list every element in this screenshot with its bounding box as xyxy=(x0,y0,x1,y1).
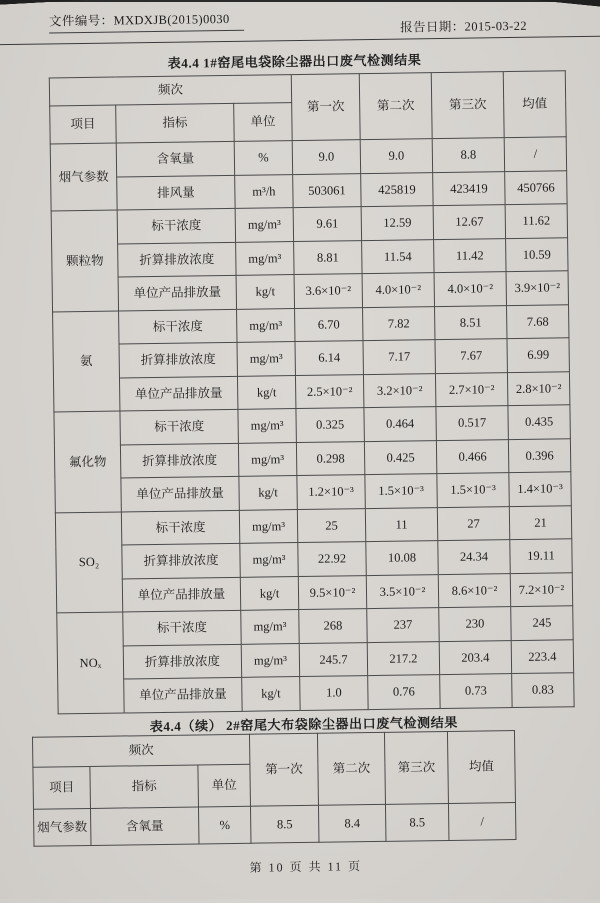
value-cell: 1.2×10⁻³ xyxy=(297,475,365,509)
value-cell: 237 xyxy=(367,608,439,643)
value-cell: 8.81 xyxy=(294,240,362,274)
value-cell: 2.8×10⁻² xyxy=(507,371,569,405)
value-cell: 223.4 xyxy=(511,639,573,673)
header-row-frequency xyxy=(32,731,514,768)
unit-cell: kg/t xyxy=(240,576,298,610)
value-cell: 0.73 xyxy=(440,674,512,709)
value-cell: 11 xyxy=(365,507,437,542)
table-1-title: 表4.4 1#窑尾电袋除尘器出口废气检测结果 xyxy=(167,52,422,71)
run-header-cell: 均值 xyxy=(503,71,566,138)
unit-header-cell: 单位 xyxy=(234,103,293,142)
table-row xyxy=(33,803,515,847)
group-name-cell: 氟化物 xyxy=(54,411,121,512)
indicator-cell: 单位产品排放量 xyxy=(119,376,237,411)
value-cell: 0.435 xyxy=(508,405,570,439)
value-cell: 8.6×10⁻² xyxy=(438,573,510,608)
run-header-cell: 第二次 xyxy=(359,73,432,140)
value-cell: 11.54 xyxy=(362,239,434,274)
item-header-cell: 项目 xyxy=(33,766,91,809)
header-row-frequency xyxy=(49,71,565,106)
run-header-cell: 均值 xyxy=(447,731,515,804)
value-cell: 7.67 xyxy=(435,339,507,374)
value-cell: 1.5×10⁻³ xyxy=(437,473,509,508)
document-number xyxy=(49,9,244,34)
indicator-cell: 折算排放浓度 xyxy=(120,443,238,478)
run-header-cell: 第三次 xyxy=(384,731,448,804)
value-cell: 0.298 xyxy=(296,441,364,475)
value-cell: 25 xyxy=(297,508,365,542)
indicator-header-cell: 指标 xyxy=(90,765,199,809)
group-name-cell: SO₂ xyxy=(55,512,122,613)
test-results-table-2 xyxy=(32,730,517,847)
value-cell: 22.92 xyxy=(298,542,366,576)
unit-cell: % xyxy=(198,806,251,844)
unit-cell: mg/m³ xyxy=(238,442,296,476)
run-header-cell: 第三次 xyxy=(431,72,504,139)
indicator-cell: 单位产品排放量 xyxy=(118,275,236,310)
value-cell: 24.34 xyxy=(438,540,510,575)
unit-cell: kg/t xyxy=(239,476,297,510)
frequency-header-cell: 频次 xyxy=(49,75,291,106)
indicator-cell: 含氧量 xyxy=(90,807,199,846)
value-cell: 450766 xyxy=(505,170,567,204)
indicator-cell: 折算排放浓度 xyxy=(119,342,237,377)
unit-cell: kg/t xyxy=(242,677,300,712)
indicator-cell: 标干浓度 xyxy=(121,510,239,545)
value-cell: 7.17 xyxy=(363,340,435,375)
run-header-cell: 第二次 xyxy=(317,732,385,805)
indicator-cell: 单位产品排放量 xyxy=(122,577,240,612)
group-name-cell: 烟气参数 xyxy=(50,143,117,211)
value-cell: 230 xyxy=(439,607,511,642)
run-header-cell: 第一次 xyxy=(249,733,318,806)
value-cell: 425819 xyxy=(361,172,433,207)
indicator-header-cell: 指标 xyxy=(116,103,235,143)
value-cell: 7.2×10⁻² xyxy=(510,572,572,606)
group-name-cell: 烟气参数 xyxy=(33,808,91,846)
value-cell: 1.0 xyxy=(300,676,368,711)
group-name-cell: NOₓ xyxy=(57,612,124,714)
value-cell: 12.67 xyxy=(433,205,505,240)
value-cell: 4.0×10⁻² xyxy=(362,273,434,308)
value-cell: 10.59 xyxy=(506,237,568,271)
value-cell: 0.466 xyxy=(436,439,508,474)
value-cell: 3.2×10⁻² xyxy=(363,373,435,408)
indicator-cell: 标干浓度 xyxy=(117,208,235,243)
document-number-label: 文件编号： xyxy=(48,13,114,29)
table-row xyxy=(58,673,574,714)
value-cell: 0.76 xyxy=(368,675,440,710)
value-cell: 10.08 xyxy=(366,541,438,576)
value-cell: 0.425 xyxy=(364,440,436,475)
group-name-cell: 颗粒物 xyxy=(51,210,118,311)
group-name-cell: 氨 xyxy=(53,311,120,412)
value-cell: 3.6×10⁻² xyxy=(294,274,362,308)
unit-cell: mg/m³ xyxy=(237,308,295,342)
unit-cell: mg/m³ xyxy=(236,241,294,275)
value-cell: 8.4 xyxy=(318,804,386,842)
report-date-label: 报告日期： xyxy=(400,19,465,35)
unit-cell: mg/m³ xyxy=(239,509,297,543)
value-cell: 503061 xyxy=(293,173,361,207)
scan-corner-artifact-right xyxy=(520,0,600,8)
value-cell: 2.7×10⁻² xyxy=(435,372,507,407)
indicator-cell: 折算排放浓度 xyxy=(118,242,236,277)
value-cell: 0.325 xyxy=(296,408,364,442)
value-cell: 3.9×10⁻² xyxy=(506,271,568,305)
value-cell: 0.464 xyxy=(364,407,436,442)
unit-cell: % xyxy=(234,141,292,175)
value-cell: 6.70 xyxy=(295,307,363,341)
value-cell: 9.61 xyxy=(293,207,361,241)
value-cell: 7.82 xyxy=(363,306,435,341)
value-cell: 203.4 xyxy=(439,640,511,675)
value-cell: 0.83 xyxy=(512,673,574,708)
report-date xyxy=(400,16,527,36)
value-cell: 268 xyxy=(299,609,367,643)
frequency-header-cell: 频次 xyxy=(32,734,249,767)
table-2-title: 表4.4（续） 2#窑尾大布袋除尘器出口废气检测结果 xyxy=(149,714,458,735)
value-cell: 7.68 xyxy=(507,304,569,338)
value-cell: 11.62 xyxy=(505,204,567,238)
indicator-cell: 排风量 xyxy=(117,175,235,210)
value-cell: 9.0 xyxy=(360,139,432,174)
indicator-cell: 含氧量 xyxy=(116,141,234,176)
value-cell: 6.14 xyxy=(295,341,363,375)
value-cell: / xyxy=(448,803,516,841)
indicator-cell: 标干浓度 xyxy=(119,309,237,344)
indicator-cell: 标干浓度 xyxy=(120,409,238,444)
value-cell: 1.4×10⁻³ xyxy=(509,472,571,506)
indicator-cell: 单位产品排放量 xyxy=(124,678,242,713)
value-cell: 21 xyxy=(509,505,571,539)
value-cell: 245.7 xyxy=(299,642,367,676)
value-cell: 6.99 xyxy=(507,338,569,372)
value-cell: 8.5 xyxy=(250,805,319,843)
indicator-cell: 单位产品排放量 xyxy=(121,477,239,512)
value-cell: 9.0 xyxy=(292,140,360,174)
unit-cell: mg/m³ xyxy=(241,643,299,677)
unit-header-cell: 单位 xyxy=(198,764,251,807)
run-header-cell: 第一次 xyxy=(291,74,360,141)
unit-cell: m³/h xyxy=(235,174,293,208)
value-cell: 0.517 xyxy=(436,406,508,441)
value-cell: 12.59 xyxy=(361,206,433,241)
unit-cell: mg/m³ xyxy=(240,543,298,577)
unit-cell: kg/t xyxy=(237,375,295,409)
value-cell: 11.42 xyxy=(434,238,506,273)
unit-cell: mg/m³ xyxy=(241,610,299,644)
value-cell: 4.0×10⁻² xyxy=(434,272,506,307)
indicator-cell: 标干浓度 xyxy=(123,611,241,646)
value-cell: 1.5×10⁻³ xyxy=(365,474,437,509)
header-rule-line xyxy=(0,36,600,46)
test-results-table-1 xyxy=(49,70,575,714)
indicator-cell: 折算排放浓度 xyxy=(122,544,240,579)
value-cell: 8.8 xyxy=(432,138,504,173)
unit-cell: mg/m³ xyxy=(237,342,295,376)
indicator-cell: 折算排放浓度 xyxy=(123,644,241,679)
value-cell: 19.11 xyxy=(510,539,572,573)
document-number-value: MXDXJB(2015)0030 xyxy=(113,11,230,28)
scan-corner-artifact-left xyxy=(0,0,110,6)
value-cell: 9.5×10⁻² xyxy=(298,575,366,609)
item-header-cell: 项目 xyxy=(50,105,117,144)
value-cell: 3.5×10⁻² xyxy=(366,574,438,609)
value-cell: 0.396 xyxy=(508,438,570,472)
report-date-value: 2015-03-22 xyxy=(464,18,528,34)
page-number-footer: 第 10 页 共 11 页 xyxy=(249,859,363,875)
value-cell: 217.2 xyxy=(367,641,439,676)
unit-cell: mg/m³ xyxy=(235,208,293,242)
value-cell: 8.51 xyxy=(435,305,507,340)
value-cell: 423419 xyxy=(433,171,505,206)
value-cell: / xyxy=(504,137,566,171)
value-cell: 245 xyxy=(511,606,573,640)
value-cell: 8.5 xyxy=(385,803,449,841)
unit-cell: mg/m³ xyxy=(238,409,296,443)
value-cell: 2.5×10⁻² xyxy=(295,374,363,408)
value-cell: 27 xyxy=(437,506,509,541)
unit-cell: kg/t xyxy=(236,275,294,309)
